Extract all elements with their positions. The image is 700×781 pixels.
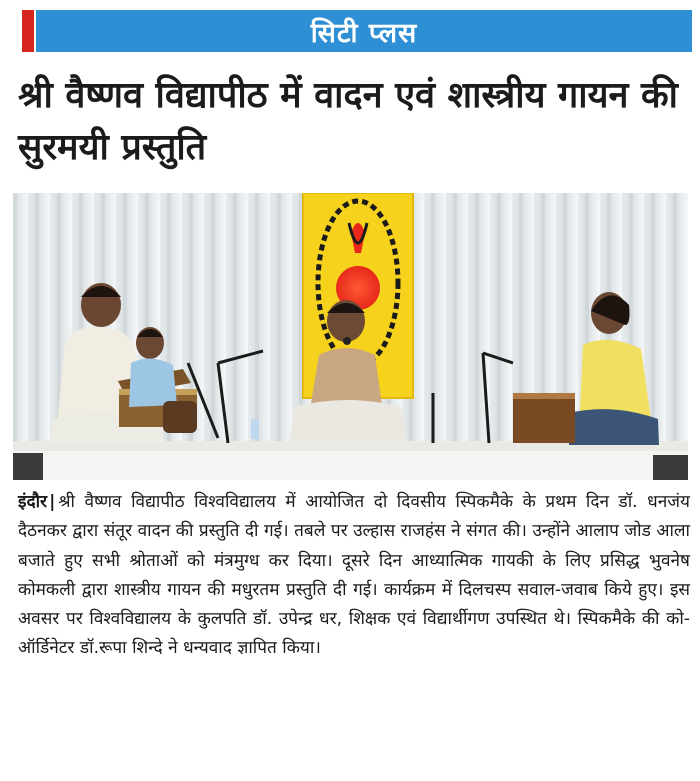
section-label-box bbox=[36, 10, 692, 52]
section-header bbox=[22, 10, 692, 52]
concert-photo bbox=[13, 193, 688, 480]
article-body: श्री वैष्णव विद्यापीठ विश्वविद्यालय में आयोजित दो दिवसीय स्पिकमैके के प्रथम दिन डॉ. धनजंय दैठनकर द्वारा संतूर वादन की प्रस्तुति दी गई। तबले पर उल्हास राजहंस ने संगत की। उन्होंने आलाप जोड आला बजाते हुए सभी श्रोताओं को मंत्रमुग्ध कर दिया। दूसरे दिन आध्यात्मिक गायकी के लिए प्रसिद्ध भुवनेष कोमकली द्वारा शास्त्रीय गायन की मधुरतम प्रस्तुति दी गई। कार्यक्रम में दिलचस्प सवाल-जवाब किये हुए। इस अवसर पर विश्वविद्यालय के कुलपति डॉ. उपेन्द्र धर, शिक्षक एवं विद्यार्थीगण उपस्थित थे। स्पिकमैके की को-ऑर्डिनेटर डॉ.रूपा शिन्दे ने धन्यवाद ज्ञापित किया। bbox=[18, 492, 690, 659]
dateline-separator: | bbox=[49, 492, 56, 512]
section-accent-mark bbox=[22, 10, 34, 52]
headline: श्री वैष्णव विद्यापीठ में वादन एवं शास्त्रीय गायन की सुरमयी प्रस्तुति bbox=[18, 75, 678, 168]
concert-photo-icon bbox=[13, 193, 688, 480]
dateline: इंदौर bbox=[18, 492, 48, 512]
article-body-paragraph bbox=[18, 488, 690, 664]
section-label: सिटी प्लस bbox=[310, 17, 418, 49]
